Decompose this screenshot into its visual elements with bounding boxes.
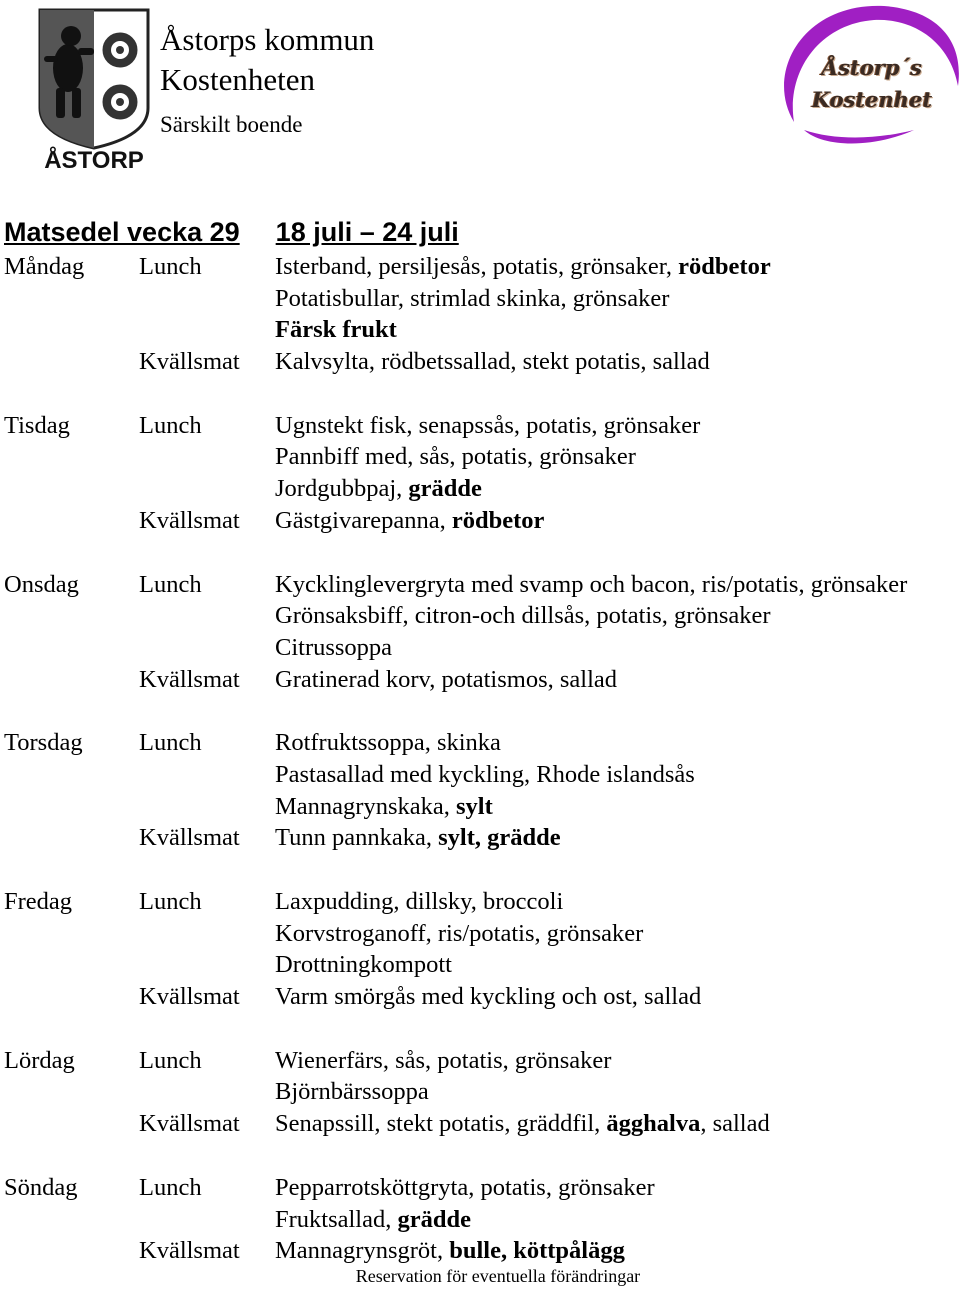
day-name: Fredag bbox=[4, 888, 73, 915]
day-name: Torsdag bbox=[4, 729, 83, 757]
meal-type: Kvällsmat bbox=[139, 983, 240, 1011]
dish-text bbox=[275, 1045, 611, 1077]
meal-type: Kvällsmat bbox=[139, 348, 240, 376]
menu-row bbox=[0, 791, 960, 823]
menu-row bbox=[0, 283, 960, 315]
dish-text bbox=[275, 1204, 471, 1236]
dish-text bbox=[275, 1108, 770, 1140]
menu-row bbox=[0, 949, 960, 981]
dish-highlight: rödbetor bbox=[451, 506, 545, 534]
dish-highlight: ägghalva bbox=[606, 1110, 701, 1138]
dish-part: Isterband, persiljesås, potatis, grönsaker, bbox=[275, 253, 679, 280]
dish-text bbox=[275, 632, 392, 664]
dish-part: Wienerfärs, sås, potatis, grönsaker bbox=[275, 1046, 612, 1074]
dish-text bbox=[275, 759, 695, 791]
dish-text bbox=[275, 1076, 429, 1108]
day-name: Söndag bbox=[4, 1173, 78, 1201]
dish-text bbox=[275, 600, 771, 632]
dish-part: Citrussoppa bbox=[275, 633, 393, 661]
menu-row bbox=[0, 886, 960, 918]
dish-text bbox=[275, 822, 561, 854]
logo-line-2: Kostenhet bbox=[811, 87, 933, 112]
menu-row bbox=[0, 314, 960, 346]
day-block bbox=[0, 1172, 960, 1267]
dish-highlight: sylt bbox=[455, 792, 493, 820]
dish-part: Mannagrynsgröt, bbox=[275, 1237, 450, 1265]
dish-part: Kalvsylta, rödbetssallad, stekt potatis, sallad bbox=[275, 348, 710, 376]
day-block bbox=[0, 251, 960, 378]
menu-row bbox=[0, 346, 960, 378]
menu-row bbox=[0, 1204, 960, 1236]
dish-text bbox=[275, 314, 397, 346]
dish-text bbox=[275, 505, 544, 537]
municipality-name: Åstorps kommun bbox=[160, 22, 375, 57]
day-block bbox=[0, 1045, 960, 1140]
dish-text bbox=[275, 569, 907, 601]
menu-row bbox=[0, 759, 960, 791]
day-block bbox=[0, 886, 960, 1013]
day-name: Måndag bbox=[4, 253, 85, 280]
menu-row bbox=[0, 1108, 960, 1140]
logo-line-1: Åstorp´s bbox=[822, 55, 922, 80]
dish-part: Varm smörgås med kyckling och ost, sallad bbox=[275, 983, 702, 1011]
menu-row bbox=[0, 981, 960, 1013]
dish-part: Rotfruktssoppa, skinka bbox=[275, 729, 501, 757]
menu-row bbox=[0, 918, 960, 950]
menu-row bbox=[0, 569, 960, 601]
organization-block bbox=[160, 20, 374, 140]
dish-text bbox=[275, 441, 636, 473]
weekly-menu bbox=[0, 251, 960, 1299]
day-block bbox=[0, 569, 960, 696]
menu-row bbox=[0, 1172, 960, 1204]
meal-type: Lunch bbox=[139, 1173, 202, 1201]
dish-part: Jordgubbpaj, bbox=[275, 475, 409, 503]
dish-text bbox=[275, 251, 771, 283]
dish-part: Tunn pannkaka, bbox=[275, 824, 439, 852]
footer-note: Reservation för eventuella förändringar bbox=[355, 1266, 641, 1286]
dish-part: Björnbärssoppa bbox=[275, 1078, 429, 1106]
meal-type: Kvällsmat bbox=[139, 506, 240, 534]
dish-part: Laxpudding, dillsky, broccoli bbox=[275, 888, 564, 915]
menu-row bbox=[0, 600, 960, 632]
dish-part: Mannagrynskaka, bbox=[275, 792, 456, 820]
menu-row bbox=[0, 664, 960, 696]
dish-text bbox=[275, 949, 452, 981]
menu-row bbox=[0, 505, 960, 537]
dish-text bbox=[275, 727, 501, 759]
menu-row bbox=[0, 473, 960, 505]
dish-text bbox=[275, 791, 493, 823]
dish-part: Pannbiff med, sås, potatis, grönsaker bbox=[275, 443, 636, 471]
menu-row bbox=[0, 727, 960, 759]
dish-part: Pepparrotsköttgryta, potatis, grönsaker bbox=[275, 1173, 655, 1201]
menu-row bbox=[0, 441, 960, 473]
dish-highlight: grädde bbox=[397, 1205, 471, 1233]
meal-type: Lunch bbox=[139, 253, 202, 280]
dish-highlight: bulle, köttpålägg bbox=[449, 1237, 625, 1265]
dish-part: Pastasallad med kyckling, Rhode islandsås bbox=[275, 760, 695, 788]
dish-text bbox=[275, 981, 701, 1013]
dish-part: Grönsaksbiff, citron-och dillsås, potatis, grönsaker bbox=[275, 602, 771, 630]
dish-part: Potatisbullar, strimlad skinka, grönsaker bbox=[275, 284, 670, 312]
day-name: Lördag bbox=[4, 1046, 75, 1074]
crest-text: ÅSTORP bbox=[44, 147, 144, 173]
dish-text bbox=[275, 473, 482, 505]
meal-type: Lunch bbox=[139, 570, 202, 598]
day-block bbox=[0, 410, 960, 537]
meal-type: Lunch bbox=[139, 729, 202, 757]
dish-text bbox=[275, 918, 643, 950]
menu-row bbox=[0, 632, 960, 664]
meal-type: Kvällsmat bbox=[139, 1237, 240, 1265]
dish-text bbox=[275, 664, 617, 696]
dish-highlight: rödbetor bbox=[678, 253, 771, 280]
meal-type: Kvällsmat bbox=[139, 665, 240, 693]
dish-highlight: sylt, grädde bbox=[438, 824, 561, 852]
kostenhet-logo-text bbox=[798, 52, 946, 116]
dish-part: Fruktsallad, bbox=[275, 1205, 398, 1233]
menu-row bbox=[0, 410, 960, 442]
dish-text bbox=[275, 346, 710, 378]
unit-name: Särskilt boende bbox=[160, 112, 303, 137]
dish-part: Gästgivarepanna, bbox=[275, 506, 452, 534]
dish-text bbox=[275, 1235, 625, 1267]
date-range: 18 juli – 24 juli bbox=[275, 217, 459, 247]
dish-part: , sallad bbox=[700, 1110, 770, 1138]
dish-part: Gratinerad korv, potatismos, sallad bbox=[275, 665, 618, 693]
dish-highlight: grädde bbox=[408, 475, 482, 503]
day-name: Onsdag bbox=[4, 570, 79, 598]
dish-text bbox=[275, 410, 700, 442]
week-label: Matsedel vecka 29 bbox=[4, 217, 240, 247]
department-name: Kostenheten bbox=[160, 62, 315, 97]
dish-highlight: Färsk frukt bbox=[275, 316, 397, 344]
menu-row bbox=[0, 1235, 960, 1267]
dish-part: Kycklinglevergryta med svamp och bacon, ris/potatis, grönsaker bbox=[275, 570, 908, 598]
meal-type: Kvällsmat bbox=[139, 1110, 240, 1138]
astorp-crest-logo bbox=[38, 8, 150, 173]
menu-row bbox=[0, 1076, 960, 1108]
dish-part: Korvstroganoff, ris/potatis, grönsaker bbox=[275, 919, 644, 947]
day-block bbox=[0, 727, 960, 854]
dish-part: Senapssill, stekt potatis, gräddfil, bbox=[275, 1110, 607, 1138]
dish-text bbox=[275, 1172, 655, 1204]
meal-type: Kvällsmat bbox=[139, 824, 240, 852]
menu-title bbox=[4, 214, 459, 250]
menu-row bbox=[0, 1045, 960, 1077]
meal-type: Lunch bbox=[139, 411, 202, 439]
day-name: Tisdag bbox=[4, 411, 70, 439]
dish-part: Ugnstekt fisk, senapssås, potatis, grönsaker bbox=[275, 411, 701, 439]
menu-row bbox=[0, 822, 960, 854]
dish-text bbox=[275, 283, 669, 315]
meal-type: Lunch bbox=[139, 1046, 202, 1074]
menu-row bbox=[0, 251, 960, 283]
dish-text bbox=[275, 886, 563, 918]
meal-type: Lunch bbox=[139, 888, 202, 915]
dish-part: Drottningkompott bbox=[275, 951, 452, 979]
